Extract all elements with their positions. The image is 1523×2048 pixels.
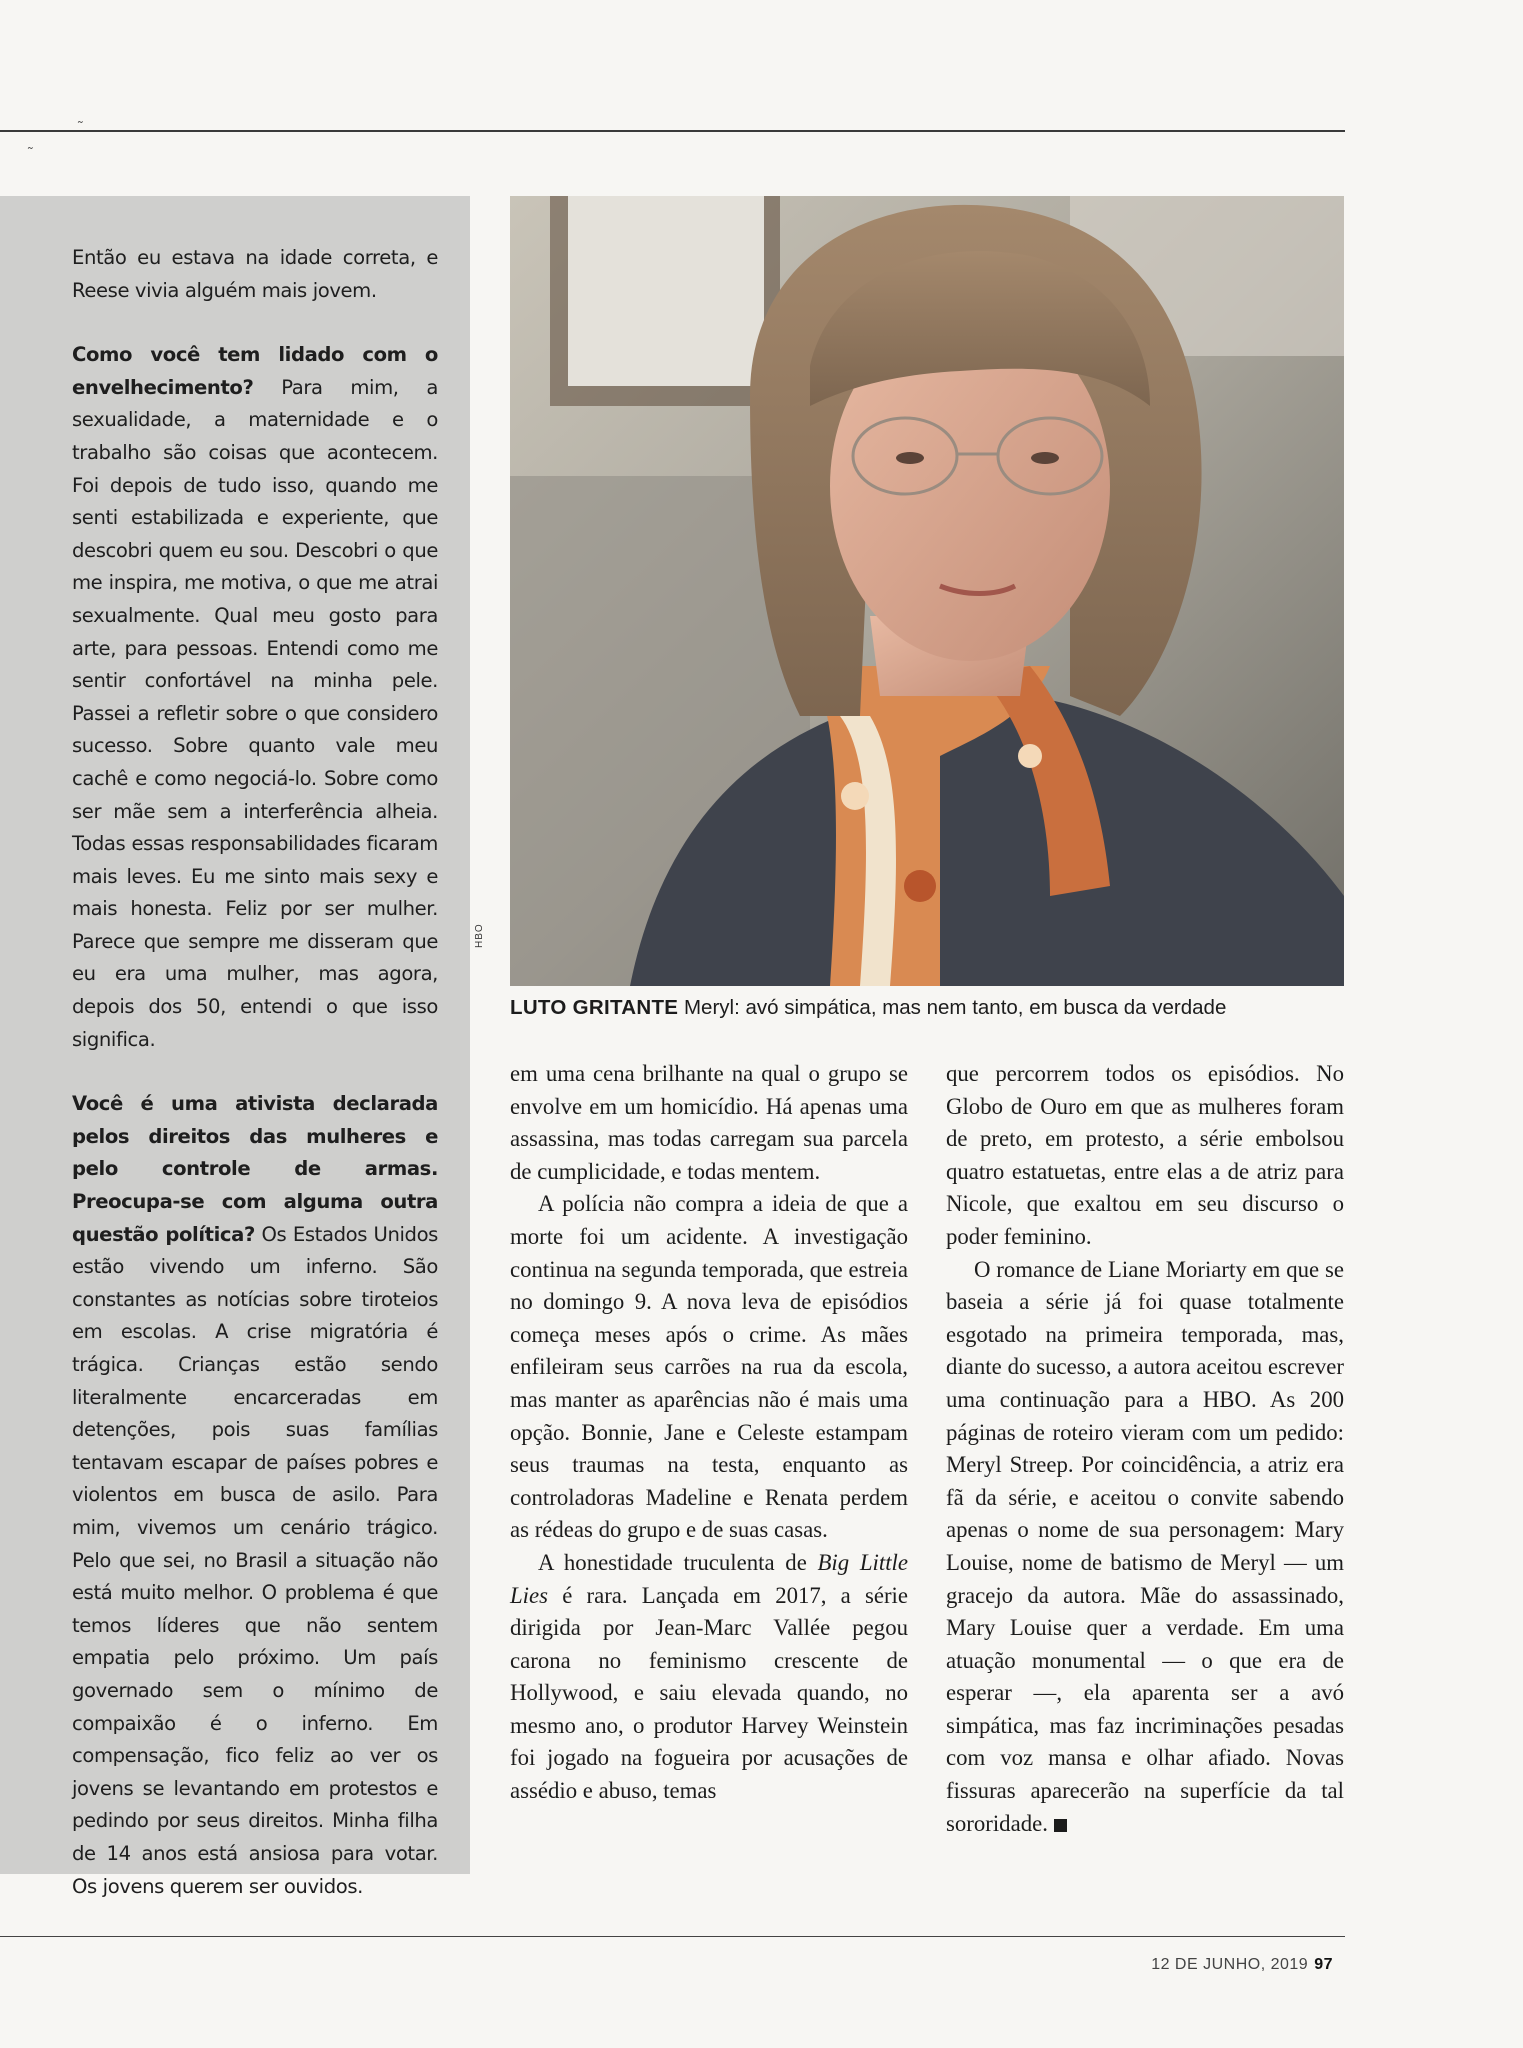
bottom-rule (0, 1936, 1345, 1937)
scan-mark: ˜ (28, 144, 33, 160)
top-rule (0, 130, 1345, 132)
article-paragraph (510, 1547, 908, 1808)
interview-question: Como você tem lidado com o envelhecimento? (72, 343, 438, 399)
sidebar-text (72, 242, 438, 1935)
photo-credit: HBO (474, 923, 485, 948)
paragraph-text: O romance de Liane Moriarty em que se baseia a série já foi quase totalmente esgotado na primeira temporada, mas, diante do sucesso, a autora aceitou escrever uma continuação para a HBO. As 200 páginas de roteiro vieram com um pedido: Meryl Streep. Por coincidência, a atriz era fã da série, e aceitou o convite sabendo apenas o nome de sua personagem: Mary Louise, nome de batismo de Meryl — um gracejo da autora. Mãe do assassinado, Mary Louise quer a verdade. Em uma atuação monumental — o que era de esperar —, ela aparenta ser a avó simpática, mas faz incriminações pesadas com voz mansa e olhar afiado. Novas fissuras aparecerão na superfície da tal sororidade. (946, 1256, 1344, 1836)
article-column-1 (510, 1058, 908, 1808)
sidebar-paragraph (72, 242, 438, 307)
portrait-illustration (510, 196, 1344, 986)
interview-sidebar (0, 196, 470, 1898)
page-number: 97 (1314, 1956, 1333, 1973)
page-footer (1151, 1956, 1333, 1974)
photo-caption (510, 996, 1344, 1020)
article-paragraph: em uma cena brilhante na qual o grupo se envolve em um homicídio. Há apenas uma assassina, mas todas carregam sua parcela de cumplicidade, e todas mentem. (510, 1061, 908, 1184)
end-of-article-mark (1054, 1819, 1067, 1832)
article-column-2 (946, 1058, 1344, 1840)
article-paragraph: A polícia não compra a ideia de que a morte foi um acidente. A investigação continua na segunda temporada, que estreia no domingo 9. A nova leva de episódios começa meses após o crime. As mães enfileiram seus carrões na rua da escola, mas manter as aparências não é mais uma opção. Bonnie, Jane e Celeste estampam seus traumas na testa, enquanto as controladoras Madeline e Renata perdem as rédeas do grupo e de suas casas. (510, 1191, 908, 1543)
scan-mark: ˜ (78, 118, 83, 134)
sidebar-answer: Então eu estava na idade correta, e Reese vivia alguém mais jovem. (72, 246, 438, 302)
interview-question: Você é uma ativista declarada pelos direitos das mulheres e pelo controle de armas. Preocupa-se com alguma outra questão política? (72, 1092, 438, 1246)
sidebar-answer: Os Estados Unidos estão vivendo um inferno. São constantes as notícias sobre tiroteios em escolas. A crise migratória é trágica. Crianças estão sendo literalmente encarceradas em detenções, pois suas famílias tentavam escapar de países pobres e violentos em busca de asilo. Para mim, vivemos um cenário trágico. Pelo que sei, no Brasil a situação não está muito melhor. O problema é que temos líderes que não sentem empatia pelo próximo. Um país governado sem o mínimo de compaixão é o inferno. Em compensação, fico feliz ao ver os jovens se levantando em protestos e pedindo por seus direitos. Minha filha de 14 anos está ansiosa para votar. Os jovens querem ser ouvidos. (72, 1222, 438, 1898)
sidebar-answer: Para mim, a sexualidade, a maternidade e o trabalho são coisas que acontecem. Foi depois de tudo isso, quando me senti estabilizada e experiente, que descobri quem eu sou. Descobri o que me inspira, me motiva, o que me atrai sexualmente. Qual meu gosto para arte, para pessoas. Entendi como me sentir confortável na minha pele. Passei a refletir sobre o que considero sucesso. Sobre quanto vale meu cachê e como negociá-lo. Sobre como ser mãe sem a interferência alheia. Todas essas responsabilidades ficaram mais leves. Eu me sinto mais sexy e mais honesta. Feliz por ser mulher. Parece que sempre me disseram que eu era uma mulher, mas agora, depois dos 50, entendi o que isso significa. (72, 375, 438, 1051)
sidebar-paragraph (72, 1088, 438, 1903)
caption-kicker: LUTO GRITANTE (510, 996, 679, 1019)
article-paragraph (946, 1254, 1344, 1841)
paragraph-text: é rara. Lançada em 2017, a série dirigida por Jean-Marc Vallée pegou carona no feminismo crescente de Hollywood, e saiu elevada quando, no mesmo ano, o produtor Harvey Weinstein foi jogado na fogueira por acusações de assédio e abuso, temas (510, 1582, 908, 1804)
caption-text: Meryl: avó simpática, mas nem tanto, em busca da verdade (683, 996, 1227, 1019)
article-photo (510, 196, 1344, 986)
series-title: Big Little Lies (510, 1549, 908, 1608)
article-paragraph: que percorrem todos os episódios. No Globo de Ouro em que as mulheres foram de preto, em protesto, a série embolsou quatro estatuetas, entre elas a de atriz para Nicole, que exaltou em seu discurso o poder feminino. (946, 1061, 1344, 1249)
sidebar-paragraph (72, 339, 438, 1056)
issue-date: 12 DE JUNHO, 2019 (1151, 1956, 1309, 1973)
paragraph-text: A honestidade truculenta de (538, 1549, 818, 1575)
